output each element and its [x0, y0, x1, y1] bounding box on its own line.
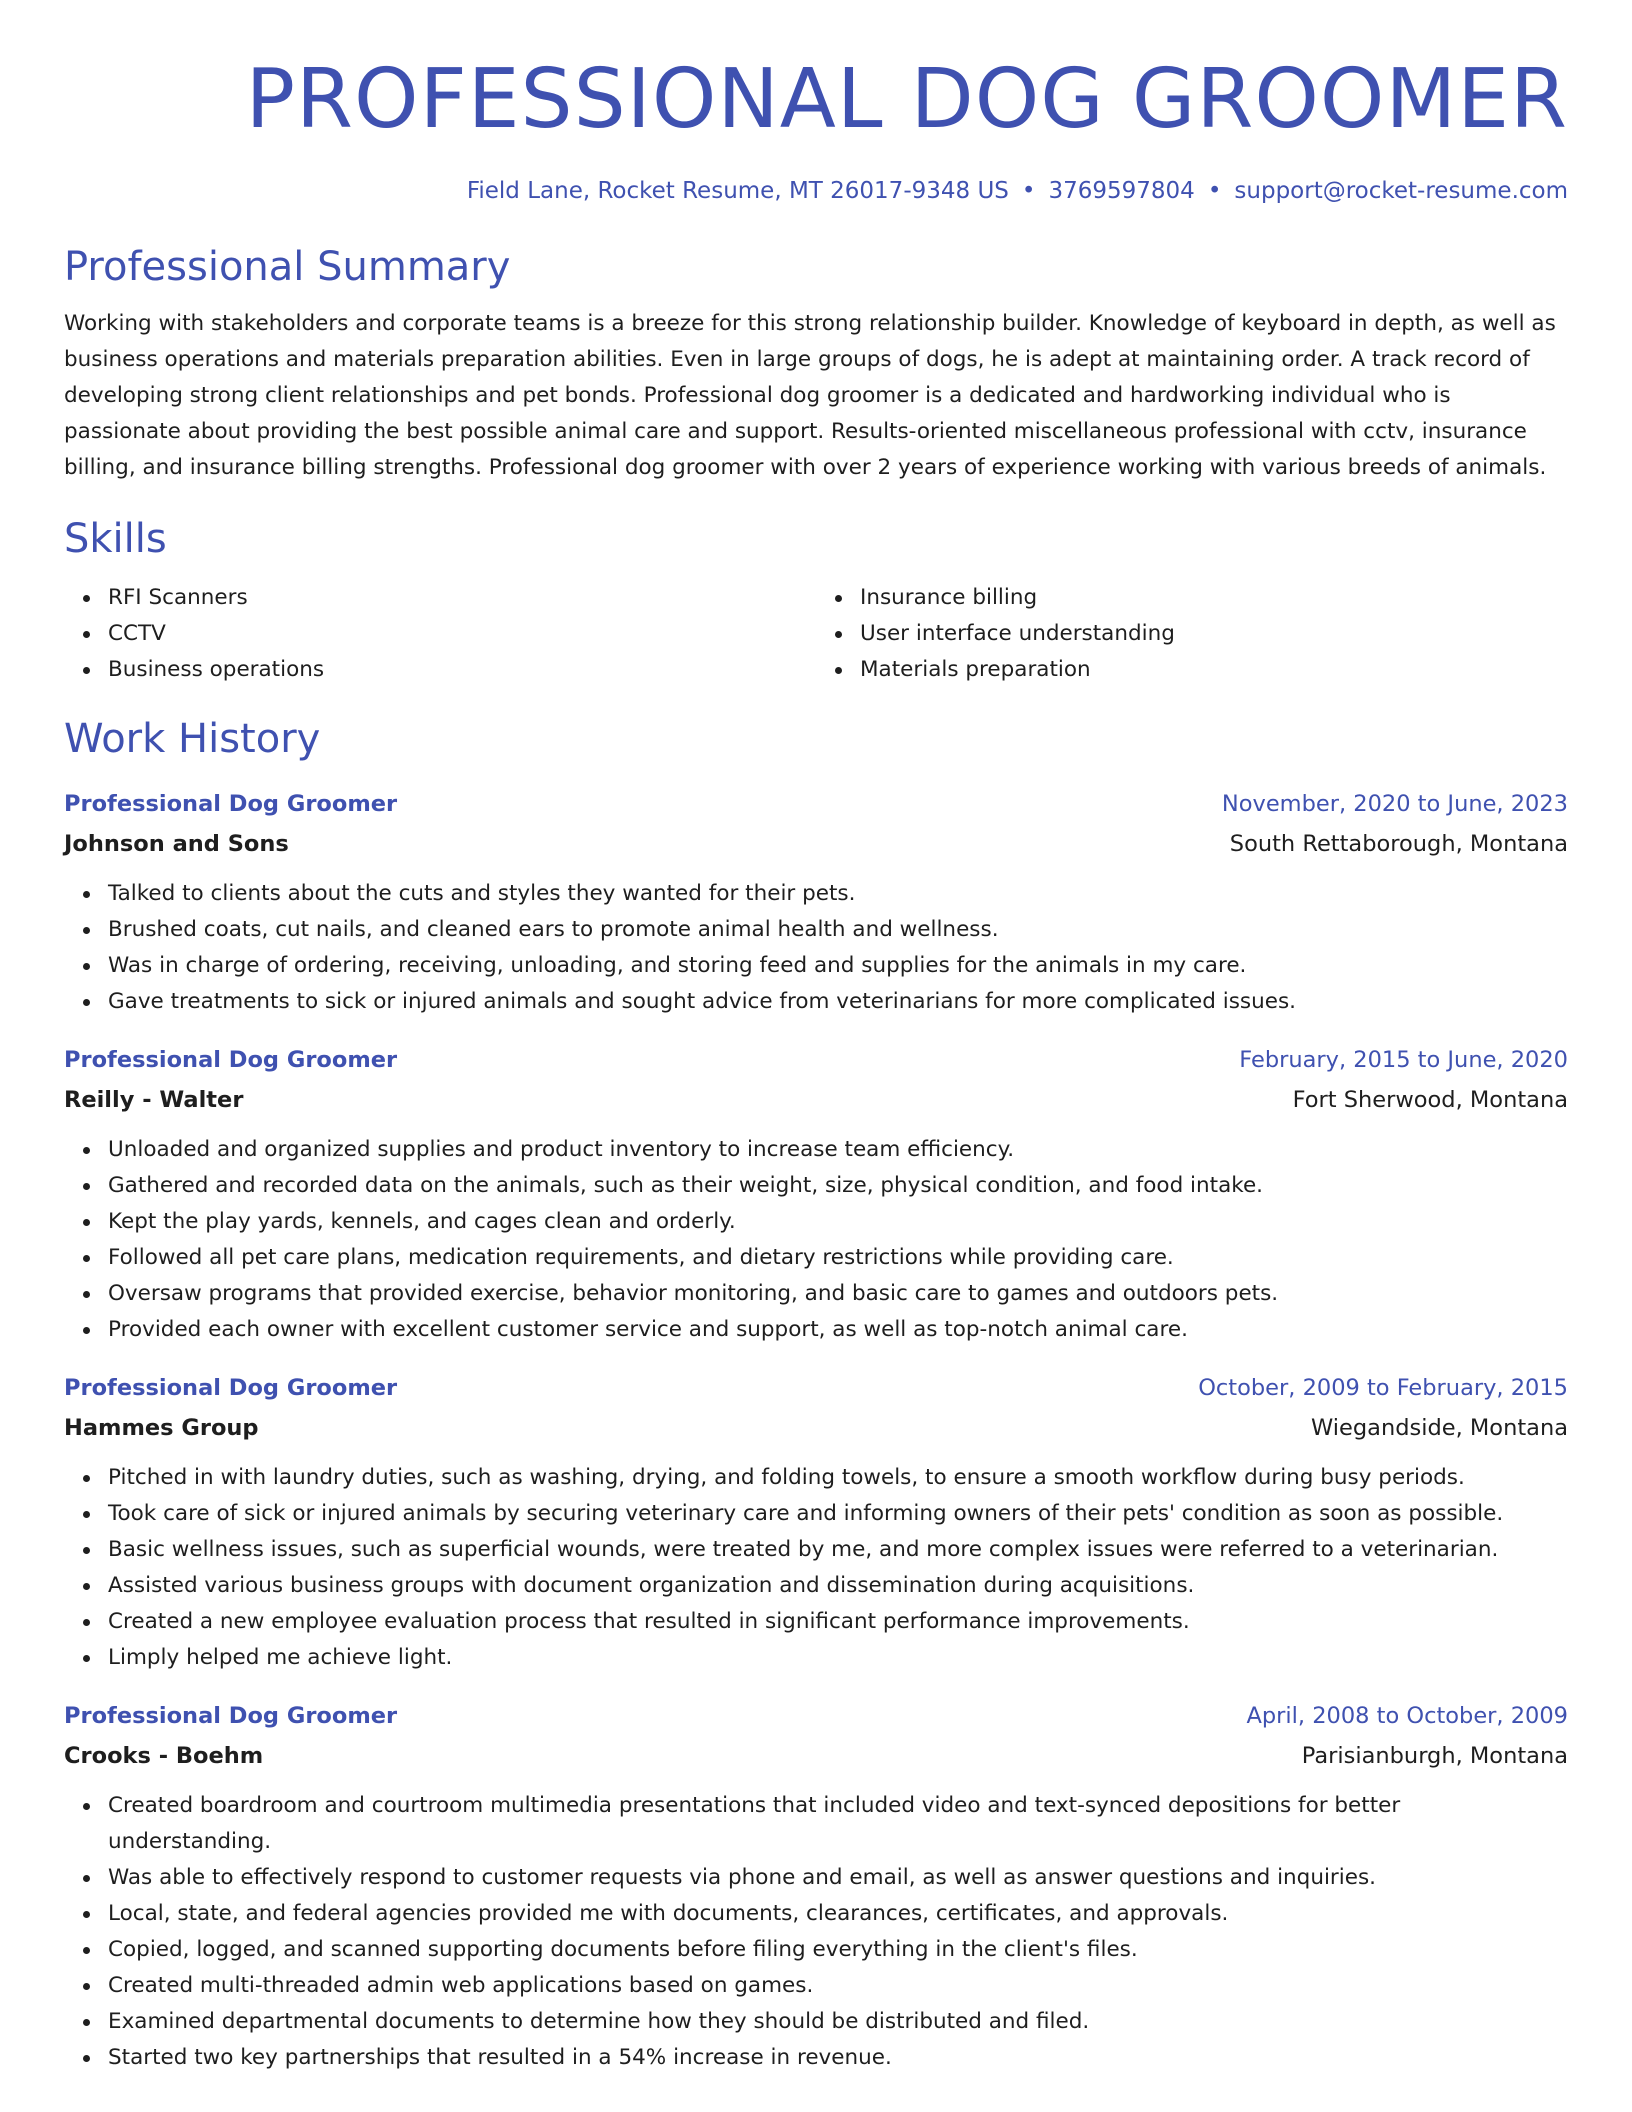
job-bullet: Oversaw programs that provided exercise, behavior monitoring, and basic care to games and outdoors pets. [108, 1276, 1568, 1312]
job-title: Professional Dog Groomer [64, 791, 398, 817]
skills-list [64, 580, 1568, 688]
job-header [64, 1370, 1568, 1406]
summary-text: Working with stakeholders and corporate teams is a breeze for this strong relationship builder. Knowledge of keyboard in depth, as well as business operations and materials preparation abilities. Even in large groups of dogs, he is adept at maintaining order. A track record of developing strong client relationships and pet bonds. Professional dog groomer is a dedicated and hardworking individual who is passionate about providing the best possible animal care and support. Results-oriented miscellaneous professional with cctv, insurance billing, and insurance billing strengths. Professional dog groomer with over 2 years of experience working with various breeds of animals. [64, 311, 1556, 480]
job-location: Parisianburgh, Montana [1301, 1743, 1568, 1769]
skills-heading: Skills [64, 516, 167, 562]
job-bullet: Assisted various business groups with document organization and dissemination during acquisitions. [108, 1568, 1568, 1604]
job-bullet: Brushed coats, cut nails, and cleaned ears to promote animal health and wellness. [108, 912, 1568, 948]
job-bullet: Limply helped me achieve light. [108, 1640, 1568, 1676]
job-bullet: Started two key partnerships that resulted in a 54% increase in revenue. [108, 2040, 1568, 2076]
job-header [64, 1042, 1568, 1078]
skills-column-right [816, 580, 1568, 688]
job-bullet: Was in charge of ordering, receiving, unloading, and storing feed and supplies for the animals in my care. [108, 948, 1568, 984]
resume-page [64, 50, 1568, 2076]
employer: Hammes Group [64, 1415, 259, 1441]
job-bullet: Created multi-threaded admin web applications based on games. [108, 1968, 1568, 2004]
job-bullet: Kept the play yards, kennels, and cages clean and orderly. [108, 1204, 1568, 1240]
job-location: Wiegandside, Montana [1311, 1415, 1568, 1441]
skill-item: CCTV [108, 616, 816, 652]
job-title: Professional Dog Groomer [64, 1703, 398, 1729]
separator-dot: • [1021, 178, 1036, 204]
phone: 3769597804 [1048, 178, 1195, 204]
job-dates: November, 2020 to June, 2023 [1221, 791, 1568, 817]
skill-item: RFI Scanners [108, 580, 816, 616]
job-bullet: Pitched in with laundry duties, such as washing, drying, and folding towels, to ensure a smooth workflow during busy periods. [108, 1460, 1568, 1496]
job-subheader [64, 1078, 1568, 1118]
job-dates: April, 2008 to October, 2009 [1246, 1703, 1568, 1729]
job-bullet: Took care of sick or injured animals by securing veterinary care and informing owners of their pets' condition as soon as possible. [108, 1496, 1568, 1532]
job-bullet: Gathered and recorded data on the animals, such as their weight, size, physical condition, and food intake. [108, 1168, 1568, 1204]
job-location: Fort Sherwood, Montana [1292, 1087, 1568, 1113]
job-bullet: Basic wellness issues, such as superficial wounds, were treated by me, and more complex issues were referred to a veterinarian. [108, 1532, 1568, 1568]
job-subheader [64, 1734, 1568, 1774]
job-bullet: Examined departmental documents to determine how they should be distributed and filed. [108, 2004, 1568, 2040]
resume-name: PROFESSIONAL DOG GROOMER [245, 52, 1568, 147]
work-history-heading: Work History [64, 716, 321, 762]
employer: Johnson and Sons [64, 831, 289, 857]
job-header [64, 786, 1568, 822]
job-bullet: Local, state, and federal agencies provided me with documents, clearances, certificates, and approvals. [108, 1896, 1568, 1932]
separator-dot: • [1207, 178, 1222, 204]
job-entry [64, 786, 1568, 1020]
job-location: South Rettaborough, Montana [1229, 831, 1568, 857]
job-bullets [64, 1788, 1568, 2076]
job-title: Professional Dog Groomer [64, 1375, 398, 1401]
job-bullet: Created a new employee evaluation process that resulted in significant performance improvements. [108, 1604, 1568, 1640]
skill-item: Business operations [108, 652, 816, 688]
employer: Reilly - Walter [64, 1087, 244, 1113]
skills-column-left [64, 580, 816, 688]
job-bullet: Created boardroom and courtroom multimedia presentations that included video and text-synced depositions for better understanding. [108, 1788, 1568, 1860]
job-bullet: Copied, logged, and scanned supporting documents before filing everything in the client's files. [108, 1932, 1568, 1968]
job-bullet: Talked to clients about the cuts and styles they wanted for their pets. [108, 876, 1568, 912]
job-header [64, 1698, 1568, 1734]
job-bullet: Unloaded and organized supplies and product inventory to increase team efficiency. [108, 1132, 1568, 1168]
job-entry [64, 1698, 1568, 2076]
job-bullet: Gave treatments to sick or injured animals and sought advice from veterinarians for more complicated issues. [108, 984, 1568, 1020]
job-title: Professional Dog Groomer [64, 1047, 398, 1073]
skill-item: Materials preparation [860, 652, 1568, 688]
job-entry [64, 1370, 1568, 1676]
summary-heading: Professional Summary [64, 244, 511, 290]
job-bullet: Followed all pet care plans, medication requirements, and dietary restrictions while providing care. [108, 1240, 1568, 1276]
address: Field Lane, Rocket Resume, MT 26017-9348 US [466, 178, 1009, 204]
job-bullet: Was able to effectively respond to customer requests via phone and email, as well as answer questions and inquiries. [108, 1860, 1568, 1896]
job-subheader [64, 1406, 1568, 1446]
job-bullets [64, 876, 1568, 1020]
contact-line [64, 176, 1568, 206]
job-dates: February, 2015 to June, 2020 [1239, 1047, 1568, 1073]
skill-item: User interface understanding [860, 616, 1568, 652]
job-bullet: Provided each owner with excellent customer service and support, as well as top-notch animal care. [108, 1312, 1568, 1348]
job-bullets [64, 1132, 1568, 1348]
job-dates: October, 2009 to February, 2015 [1198, 1375, 1568, 1401]
skill-item: Insurance billing [860, 580, 1568, 616]
email-link[interactable]: support@rocket-resume.com [1234, 178, 1568, 204]
job-subheader [64, 822, 1568, 862]
job-entry [64, 1042, 1568, 1348]
employer: Crooks - Boehm [64, 1743, 264, 1769]
job-bullets [64, 1460, 1568, 1676]
